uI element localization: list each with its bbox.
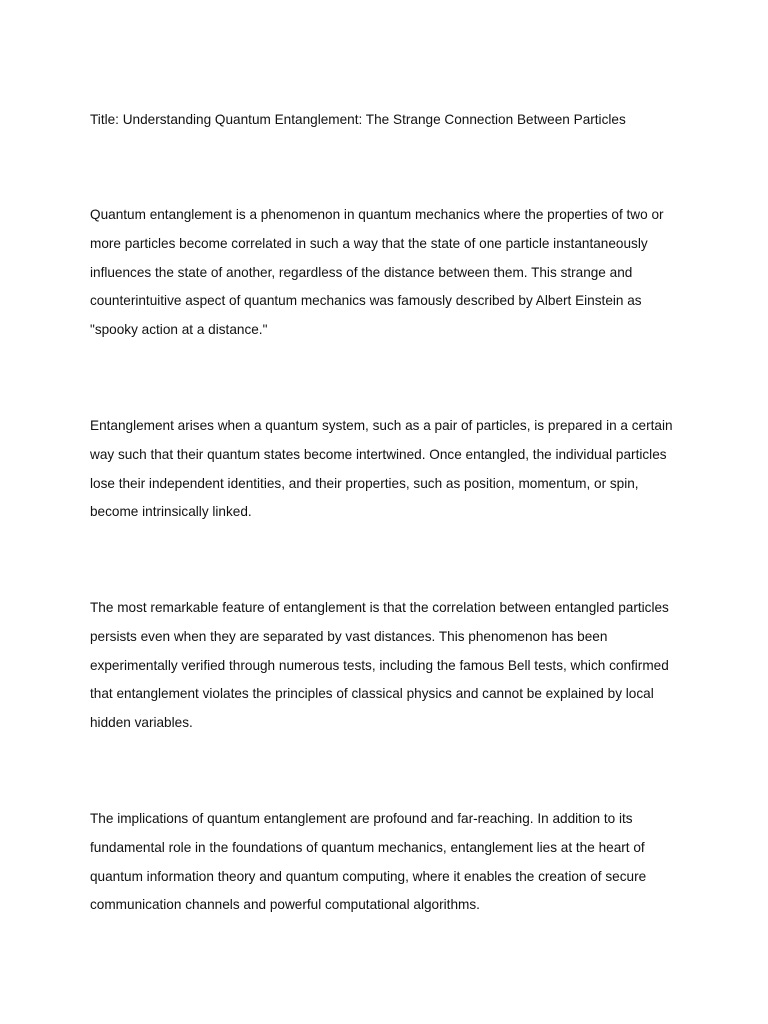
paragraph-2: Entanglement arises when a quantum system, such as a pair of particles, is prepared in a certain way such that their quantum states become intertwined. Once entangled, the individual particles lose their independent identities, and their properties, such as position, momentum, or spin, become intrinsically linked. xyxy=(90,418,673,520)
document-title: Title: Understanding Quantum Entanglement: The Strange Connection Between Particles xyxy=(90,112,626,127)
paragraph-4: The implications of quantum entanglement are profound and far-reaching. In addition to its fundamental role in the foundations of quantum mechanics, entanglement lies at the heart of quantum information theory and quantum computing, where it enables the creation of secure communication channels and powerful computational algorithms. xyxy=(90,811,647,913)
paragraph-3: The most remarkable feature of entanglement is that the correlation between entangled particles persists even when they are separated by vast distances. This phenomenon has been experimentally verified through numerous tests, including the famous Bell tests, which confirmed that entanglement violates the principles of classical physics and cannot be explained by local hidden variables. xyxy=(90,600,669,731)
paragraph-1: Quantum entanglement is a phenomenon in quantum mechanics where the properties of two or more particles become correlated in such a way that the state of one particle instantaneously influences the state of another, regardless of the distance between them. This strange and counterintuitive aspect of quantum mechanics was famously described by Albert Einstein as "spooky action at a distance." xyxy=(90,207,664,338)
